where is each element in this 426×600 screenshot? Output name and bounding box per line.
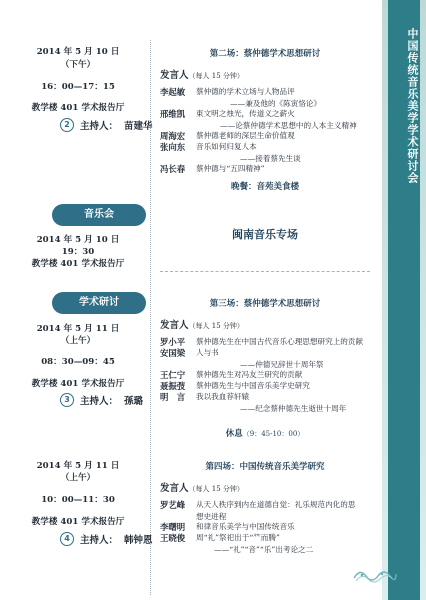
speaker-name: 罗小平 [160,337,186,347]
speaker-name: 李起敏 [160,87,186,97]
host-name: 苗建华 [124,121,153,132]
talk-title: 蔡仲德老师的深层生命价值观 [196,131,295,140]
s4-period: （上午） [60,473,96,483]
speaker-name: 王仁宁 [160,370,186,380]
talk-title: 蔡仲德先生与中国音乐美学史研究 [196,381,310,390]
academic-pill: 学术研讨 [52,292,146,314]
concert-pill: 音乐会 [52,204,146,226]
side-band [382,0,426,600]
talk-subtitle: ——论蔡仲德学术思想中的人本主义精神 [220,121,357,130]
sec2-speakers [160,67,244,81]
band-title: 中国传统音乐美学学术研讨会 [406,28,419,184]
s3-venue: 教学楼 401 学术报告厅 [31,379,125,389]
s4-time: 10：00—11：30 [41,495,115,505]
speaker-name: 周海宏 [160,131,186,141]
s1-period: （下午） [60,60,96,70]
section-divider [160,271,370,272]
talk-title: 蔡仲德先生对冯友兰研究的贡献 [196,370,303,379]
talk-title: 東文明之烛光，传道义之薪火 [196,109,295,118]
s2-date: 2014 年 5 月 10 日 [36,235,120,245]
sec4-speakers [160,480,244,494]
s1-time: 16：00—17：15 [41,82,115,92]
speaker-name: 冯长春 [160,164,186,174]
host-number-badge: 2 [60,118,74,132]
dinner-note: 晚餐：音苑美食楼 [230,182,299,192]
s3-date: 2014 年 5 月 11 日 [36,324,120,334]
speaker-name: 明 言 [160,392,186,402]
s1-venue: 教学楼 401 学术报告厅 [31,103,125,113]
host-name: 孫璐 [124,396,144,407]
s3-host [60,393,143,407]
s1-date: 2014 年 5 月 10 日 [36,47,120,57]
s1-host [60,118,153,132]
talk-subtitle: ——纪念蔡仲德先生逝世十周年 [240,404,347,413]
speaker-name: 张向东 [160,142,186,152]
speakers-note: （每人 15 分钟） [188,485,244,493]
s2-time: 19：30 [61,247,95,257]
speakers-note: （每人 15 分钟） [188,322,244,330]
talk-title: 我以我血荐轩辕 [196,392,250,401]
talk-title: 蔡仲德的学术立场与人物品评 [196,87,295,96]
talk-title: 和律音乐美学与中国传统音乐 [196,522,295,531]
talk-title: 从天人秩序到内在道德自觉：礼乐规范内化的思 [196,500,356,509]
s3-period: （上午） [60,336,96,346]
talk-title: 音乐如何归复人本 [196,142,257,151]
speaker-name: 李曙明 [160,522,186,532]
speaker-name: 罗艺峰 [160,500,186,510]
speakers-label: 发言人 [160,70,189,81]
speaker-name: 安国梁 [160,348,186,358]
sec3-title: 第三场：蔡仲德学术思想研讨 [209,299,321,309]
talk-subtitle: ——仲德兄辞世十周年祭 [240,360,324,369]
concert-title: 闽南音乐专场 [232,228,298,241]
speaker-name: 邢维凯 [160,109,186,119]
s4-host [60,532,153,546]
host-label: 主持人： [80,121,119,132]
talk-subtitle: ——“礼”“音”“乐”出考论之二 [214,545,314,554]
talk-title: 蔡仲德先生在中国古代音乐心理思想研究上的贡献 [196,337,364,346]
talk-subtitle: ——兼及他的《陈寅恪论》 [230,99,322,108]
s2-venue: 教学楼 401 学术报告厅 [31,259,125,269]
talk-title: 蔡仲德与“五四精神” [196,164,265,173]
talk-title: 人与书 [196,348,219,357]
talk-subtitle: ——接着蔡先生谈 [240,154,301,163]
side-band-inner [388,0,420,600]
host-number-badge: 3 [60,393,74,407]
host-number-badge: 4 [60,532,74,546]
break-label: 休息 [225,429,243,439]
host-label: 主持人： [80,535,119,546]
sec2-title: 第二场：蔡仲德学术思想研讨 [209,49,321,59]
talk-title: 周“礼”祭祀出于“𥫗而腾” [196,533,280,542]
s4-date: 2014 年 5 月 11 日 [36,461,120,471]
s4-venue: 教学楼 401 学术报告厅 [31,517,125,527]
wave-ornament-icon [352,566,398,584]
speakers-note: （每人 15 分钟） [188,72,244,80]
host-name: 韩钟恩 [124,535,153,546]
speaker-name: 聂振弢 [160,381,186,391]
speakers-label: 发言人 [160,483,189,494]
s3-time: 08：30—09：45 [41,357,115,367]
speaker-name: 王晓俊 [160,533,186,543]
sec3-speakers [160,317,244,331]
sec4-title: 第四场：中国传统音乐美学研究 [205,462,325,472]
host-label: 主持人： [80,396,119,407]
break-note [160,427,370,439]
break-time: （9：45-10：00） [242,430,305,438]
talk-subtitle: 想史进程 [196,512,227,521]
speakers-label: 发言人 [160,320,189,331]
